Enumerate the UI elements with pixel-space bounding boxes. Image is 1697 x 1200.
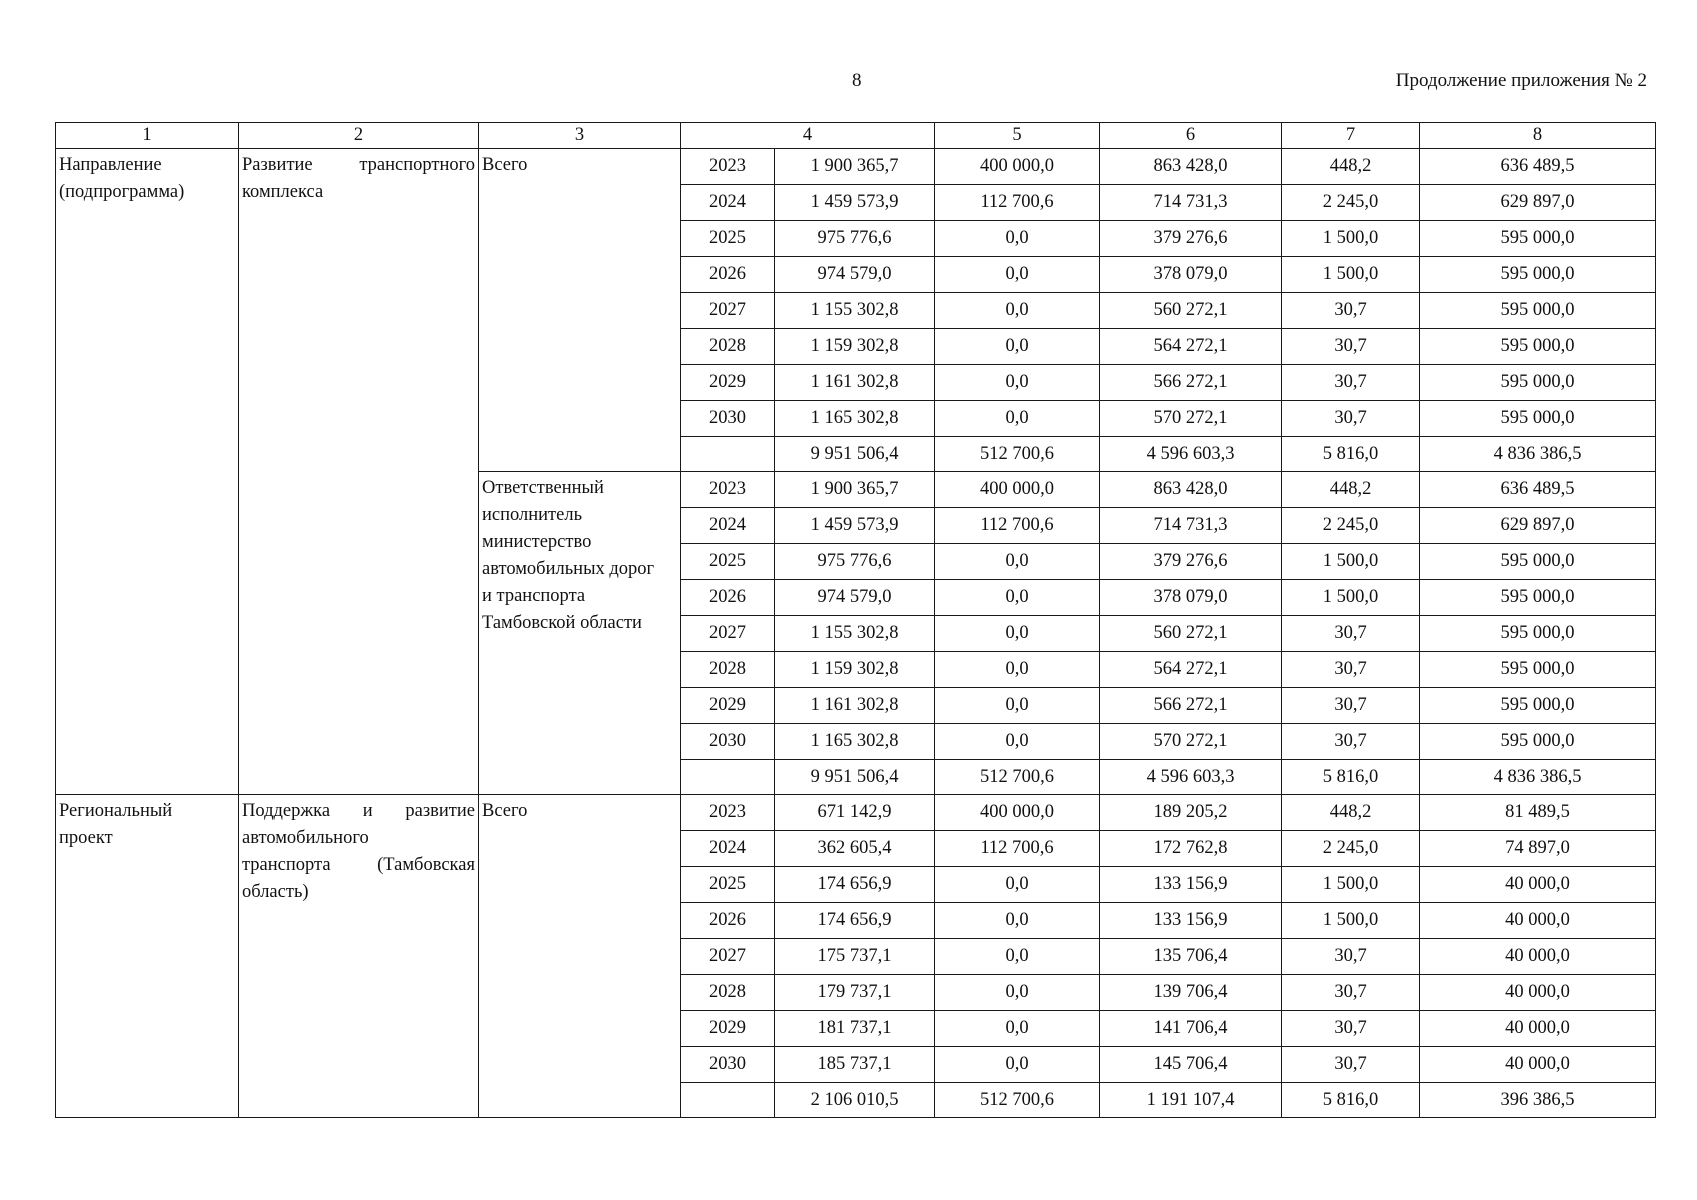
extrabudgetary-cell: 636 489,5 [1420, 472, 1656, 508]
total-amount-cell: 975 776,6 [775, 544, 935, 580]
federal-budget-cell: 512 700,6 [935, 760, 1100, 795]
regional-budget-cell: 4 596 603,3 [1100, 437, 1282, 472]
local-budget-cell: 30,7 [1282, 939, 1420, 975]
direction-type-cell [56, 795, 239, 1118]
total-amount-cell: 9 951 506,4 [775, 437, 935, 472]
year-cell: 2023 [681, 795, 775, 831]
column-number-row [56, 123, 1656, 149]
direction-type-line: проект [59, 828, 113, 848]
federal-budget-cell: 0,0 [935, 365, 1100, 401]
local-budget-cell: 5 816,0 [1282, 760, 1420, 795]
total-amount-cell: 975 776,6 [775, 221, 935, 257]
year-cell: 2027 [681, 293, 775, 329]
year-cell: 2025 [681, 867, 775, 903]
funding-source-line: Тамбовской области [482, 613, 642, 633]
extrabudgetary-cell: 595 000,0 [1420, 257, 1656, 293]
year-cell [681, 437, 775, 472]
regional-budget-cell: 133 156,9 [1100, 903, 1282, 939]
extrabudgetary-cell: 629 897,0 [1420, 508, 1656, 544]
local-budget-cell: 5 816,0 [1282, 1083, 1420, 1118]
extrabudgetary-cell: 4 836 386,5 [1420, 760, 1656, 795]
year-cell: 2025 [681, 544, 775, 580]
program-name-line: Поддержка и развитие [242, 801, 475, 821]
regional-budget-cell: 714 731,3 [1100, 185, 1282, 221]
total-amount-cell: 974 579,0 [775, 257, 935, 293]
total-amount-cell: 174 656,9 [775, 903, 935, 939]
total-amount-cell: 1 459 573,9 [775, 185, 935, 221]
regional-budget-cell: 379 276,6 [1100, 221, 1282, 257]
extrabudgetary-cell: 40 000,0 [1420, 975, 1656, 1011]
program-name-cell [239, 149, 479, 795]
local-budget-cell: 1 500,0 [1282, 544, 1420, 580]
extrabudgetary-cell: 629 897,0 [1420, 185, 1656, 221]
column-number: 5 [935, 123, 1100, 149]
extrabudgetary-cell: 595 000,0 [1420, 401, 1656, 437]
funding-source-line: министерство [482, 532, 592, 552]
year-cell: 2023 [681, 472, 775, 508]
regional-budget-cell: 564 272,1 [1100, 652, 1282, 688]
funding-source-line: Всего [482, 155, 528, 175]
direction-type-line: (подпрограмма) [59, 182, 185, 202]
year-cell: 2029 [681, 365, 775, 401]
extrabudgetary-cell: 595 000,0 [1420, 544, 1656, 580]
extrabudgetary-cell: 81 489,5 [1420, 795, 1656, 831]
extrabudgetary-cell: 74 897,0 [1420, 831, 1656, 867]
year-cell: 2030 [681, 724, 775, 760]
total-amount-cell: 179 737,1 [775, 975, 935, 1011]
column-number: 2 [239, 123, 479, 149]
local-budget-cell: 30,7 [1282, 724, 1420, 760]
local-budget-cell: 30,7 [1282, 688, 1420, 724]
federal-budget-cell: 0,0 [935, 257, 1100, 293]
regional-budget-cell: 560 272,1 [1100, 616, 1282, 652]
total-amount-cell: 671 142,9 [775, 795, 935, 831]
extrabudgetary-cell: 595 000,0 [1420, 293, 1656, 329]
federal-budget-cell: 512 700,6 [935, 437, 1100, 472]
table-row [56, 795, 1656, 831]
local-budget-cell: 448,2 [1282, 149, 1420, 185]
total-amount-cell: 185 737,1 [775, 1047, 935, 1083]
year-cell: 2026 [681, 580, 775, 616]
local-budget-cell: 30,7 [1282, 365, 1420, 401]
total-amount-cell: 362 605,4 [775, 831, 935, 867]
local-budget-cell: 30,7 [1282, 975, 1420, 1011]
federal-budget-cell: 0,0 [935, 293, 1100, 329]
year-cell: 2030 [681, 401, 775, 437]
federal-budget-cell: 112 700,6 [935, 185, 1100, 221]
funding-source-cell [479, 149, 681, 472]
total-amount-cell: 1 900 365,7 [775, 472, 935, 508]
regional-budget-cell: 378 079,0 [1100, 580, 1282, 616]
regional-budget-cell: 189 205,2 [1100, 795, 1282, 831]
funding-source-line: Всего [482, 801, 528, 821]
local-budget-cell: 30,7 [1282, 293, 1420, 329]
column-number: 8 [1420, 123, 1656, 149]
total-amount-cell: 1 459 573,9 [775, 508, 935, 544]
year-cell: 2029 [681, 1011, 775, 1047]
table-row [56, 149, 1656, 185]
program-name-line: Развитие транспортного [242, 155, 475, 175]
year-cell: 2024 [681, 508, 775, 544]
local-budget-cell: 448,2 [1282, 472, 1420, 508]
column-number: 3 [479, 123, 681, 149]
extrabudgetary-cell: 595 000,0 [1420, 688, 1656, 724]
local-budget-cell: 1 500,0 [1282, 867, 1420, 903]
direction-type-line: Направление [59, 155, 162, 175]
federal-budget-cell: 0,0 [935, 939, 1100, 975]
regional-budget-cell: 133 156,9 [1100, 867, 1282, 903]
regional-budget-cell: 564 272,1 [1100, 329, 1282, 365]
program-name-line: автомобильного [242, 828, 369, 848]
federal-budget-cell: 0,0 [935, 616, 1100, 652]
year-cell: 2029 [681, 688, 775, 724]
local-budget-cell: 5 816,0 [1282, 437, 1420, 472]
year-cell: 2028 [681, 975, 775, 1011]
year-cell [681, 760, 775, 795]
year-cell: 2027 [681, 939, 775, 975]
local-budget-cell: 1 500,0 [1282, 221, 1420, 257]
total-amount-cell: 1 159 302,8 [775, 652, 935, 688]
total-amount-cell: 1 159 302,8 [775, 329, 935, 365]
regional-budget-cell: 141 706,4 [1100, 1011, 1282, 1047]
regional-budget-cell: 4 596 603,3 [1100, 760, 1282, 795]
federal-budget-cell: 400 000,0 [935, 149, 1100, 185]
federal-budget-cell: 0,0 [935, 867, 1100, 903]
federal-budget-cell: 0,0 [935, 724, 1100, 760]
extrabudgetary-cell: 636 489,5 [1420, 149, 1656, 185]
federal-budget-cell: 0,0 [935, 688, 1100, 724]
federal-budget-cell: 0,0 [935, 1047, 1100, 1083]
regional-budget-cell: 145 706,4 [1100, 1047, 1282, 1083]
local-budget-cell: 30,7 [1282, 652, 1420, 688]
column-number: 1 [56, 123, 239, 149]
regional-budget-cell: 379 276,6 [1100, 544, 1282, 580]
table-body [56, 123, 1656, 1118]
regional-budget-cell: 863 428,0 [1100, 472, 1282, 508]
total-amount-cell: 174 656,9 [775, 867, 935, 903]
program-name-line: транспорта (Тамбовская [242, 855, 475, 875]
program-name-cell [239, 795, 479, 1118]
regional-budget-cell: 570 272,1 [1100, 724, 1282, 760]
funding-source-line: исполнитель [482, 505, 583, 525]
regional-budget-cell: 566 272,1 [1100, 688, 1282, 724]
extrabudgetary-cell: 4 836 386,5 [1420, 437, 1656, 472]
local-budget-cell: 1 500,0 [1282, 580, 1420, 616]
total-amount-cell: 175 737,1 [775, 939, 935, 975]
extrabudgetary-cell: 595 000,0 [1420, 221, 1656, 257]
year-cell: 2028 [681, 652, 775, 688]
federal-budget-cell: 0,0 [935, 652, 1100, 688]
total-amount-cell: 2 106 010,5 [775, 1083, 935, 1118]
local-budget-cell: 2 245,0 [1282, 508, 1420, 544]
extrabudgetary-cell: 40 000,0 [1420, 1011, 1656, 1047]
federal-budget-cell: 0,0 [935, 1011, 1100, 1047]
year-cell: 2030 [681, 1047, 775, 1083]
budget-table [55, 122, 1656, 1118]
total-amount-cell: 1 900 365,7 [775, 149, 935, 185]
local-budget-cell: 448,2 [1282, 795, 1420, 831]
local-budget-cell: 1 500,0 [1282, 257, 1420, 293]
page-number: 8 [852, 70, 862, 91]
extrabudgetary-cell: 40 000,0 [1420, 939, 1656, 975]
extrabudgetary-cell: 595 000,0 [1420, 329, 1656, 365]
column-number: 6 [1100, 123, 1282, 149]
regional-budget-cell: 863 428,0 [1100, 149, 1282, 185]
program-name-line: область) [242, 882, 309, 902]
federal-budget-cell: 112 700,6 [935, 831, 1100, 867]
program-name-line: комплекса [242, 182, 324, 202]
funding-source-cell [479, 795, 681, 1118]
federal-budget-cell: 0,0 [935, 401, 1100, 437]
year-cell: 2025 [681, 221, 775, 257]
total-amount-cell: 974 579,0 [775, 580, 935, 616]
federal-budget-cell: 400 000,0 [935, 795, 1100, 831]
federal-budget-cell: 0,0 [935, 329, 1100, 365]
total-amount-cell: 1 161 302,8 [775, 688, 935, 724]
federal-budget-cell: 0,0 [935, 221, 1100, 257]
local-budget-cell: 30,7 [1282, 1011, 1420, 1047]
federal-budget-cell: 400 000,0 [935, 472, 1100, 508]
extrabudgetary-cell: 595 000,0 [1420, 724, 1656, 760]
year-cell: 2028 [681, 329, 775, 365]
total-amount-cell: 1 155 302,8 [775, 293, 935, 329]
extrabudgetary-cell: 40 000,0 [1420, 1047, 1656, 1083]
total-amount-cell: 1 165 302,8 [775, 401, 935, 437]
local-budget-cell: 30,7 [1282, 401, 1420, 437]
regional-budget-cell: 139 706,4 [1100, 975, 1282, 1011]
funding-source-line: автомобильных дорог [482, 559, 655, 579]
extrabudgetary-cell: 40 000,0 [1420, 867, 1656, 903]
direction-type-cell [56, 149, 239, 795]
direction-type-line: Региональный [59, 801, 173, 821]
regional-budget-cell: 135 706,4 [1100, 939, 1282, 975]
extrabudgetary-cell: 396 386,5 [1420, 1083, 1656, 1118]
total-amount-cell: 1 161 302,8 [775, 365, 935, 401]
year-cell: 2027 [681, 616, 775, 652]
total-amount-cell: 9 951 506,4 [775, 760, 935, 795]
year-cell: 2026 [681, 257, 775, 293]
local-budget-cell: 2 245,0 [1282, 185, 1420, 221]
federal-budget-cell: 0,0 [935, 580, 1100, 616]
extrabudgetary-cell: 40 000,0 [1420, 903, 1656, 939]
total-amount-cell: 1 165 302,8 [775, 724, 935, 760]
federal-budget-cell: 0,0 [935, 544, 1100, 580]
federal-budget-cell: 112 700,6 [935, 508, 1100, 544]
federal-budget-cell: 512 700,6 [935, 1083, 1100, 1118]
regional-budget-cell: 714 731,3 [1100, 508, 1282, 544]
regional-budget-cell: 560 272,1 [1100, 293, 1282, 329]
year-cell: 2026 [681, 903, 775, 939]
year-cell: 2024 [681, 831, 775, 867]
extrabudgetary-cell: 595 000,0 [1420, 616, 1656, 652]
local-budget-cell: 1 500,0 [1282, 903, 1420, 939]
funding-source-line: и транспорта [482, 586, 586, 606]
total-amount-cell: 181 737,1 [775, 1011, 935, 1047]
regional-budget-cell: 566 272,1 [1100, 365, 1282, 401]
regional-budget-cell: 1 191 107,4 [1100, 1083, 1282, 1118]
regional-budget-cell: 172 762,8 [1100, 831, 1282, 867]
regional-budget-cell: 378 079,0 [1100, 257, 1282, 293]
extrabudgetary-cell: 595 000,0 [1420, 652, 1656, 688]
funding-source-cell [479, 472, 681, 795]
local-budget-cell: 30,7 [1282, 616, 1420, 652]
year-cell [681, 1083, 775, 1118]
extrabudgetary-cell: 595 000,0 [1420, 580, 1656, 616]
federal-budget-cell: 0,0 [935, 975, 1100, 1011]
funding-source-line: Ответственный [482, 478, 604, 498]
local-budget-cell: 2 245,0 [1282, 831, 1420, 867]
extrabudgetary-cell: 595 000,0 [1420, 365, 1656, 401]
column-number: 4 [681, 123, 935, 149]
local-budget-cell: 30,7 [1282, 1047, 1420, 1083]
continuation-caption: Продолжение приложения № 2 [1395, 70, 1647, 91]
regional-budget-cell: 570 272,1 [1100, 401, 1282, 437]
column-number: 7 [1282, 123, 1420, 149]
total-amount-cell: 1 155 302,8 [775, 616, 935, 652]
local-budget-cell: 30,7 [1282, 329, 1420, 365]
year-cell: 2023 [681, 149, 775, 185]
federal-budget-cell: 0,0 [935, 903, 1100, 939]
year-cell: 2024 [681, 185, 775, 221]
